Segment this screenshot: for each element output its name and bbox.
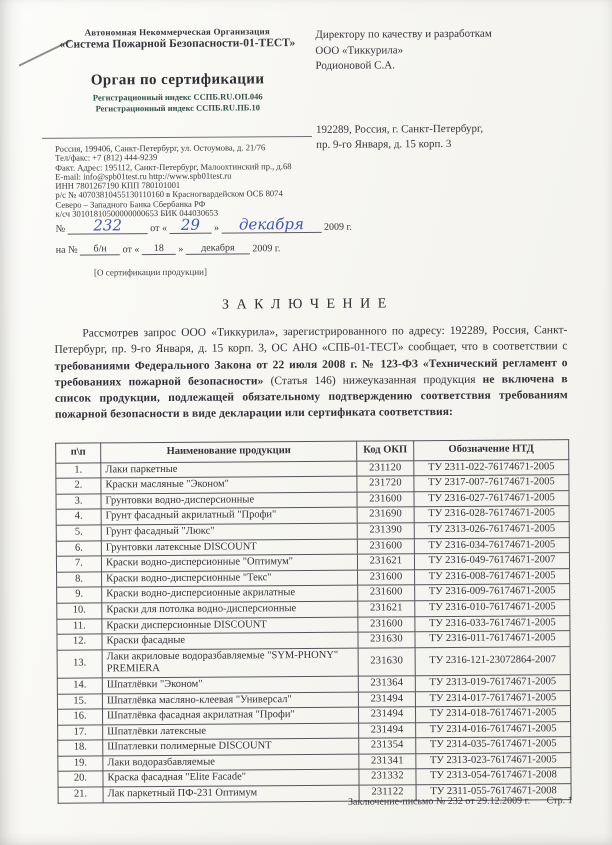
letterhead-address-line: E-mail: info@spb01test.ru http://www.spb01test.ru [55, 170, 232, 182]
ntd-cell: ТУ 2316-034-76174671-2005 [414, 537, 569, 554]
ntd-cell: ТУ 2316-010-76174671-2005 [415, 600, 570, 617]
row-index-cell: 2. [56, 478, 101, 494]
product-name-cell: Шпатлёвки "Эконом" [102, 676, 358, 693]
product-name-cell: Лаки акриловые водоразбавляемые "SYM-PHONY" PREMIERA [102, 648, 358, 678]
paragraph-bold-segment: требованиями Федерального Закона от 22 июля 2008 г. № 123-ФЗ «Технический регламент о требованиях пожарной безопасности» [54, 356, 568, 389]
row-index-cell: 3. [56, 494, 101, 510]
product-name-cell: Краска фасадная "Elite Facade" [103, 770, 359, 787]
ref-day-handwritten: 29 [180, 215, 201, 234]
ntd-cell: ТУ 2311-022-76174671-2005 [414, 459, 569, 476]
okp-code-cell: 231390 [357, 523, 414, 539]
ref-no-label: № [55, 223, 66, 235]
row-index-cell: 12. [57, 634, 102, 650]
letterhead-address-line: ИНН 7801267190 КПП 780101001 [55, 180, 181, 191]
addressee-role: Директору по качеству и разработкам [315, 27, 492, 41]
ntd-cell: ТУ 2314-035-76174671-2005 [416, 737, 571, 754]
okp-code-cell: 231120 [357, 460, 414, 476]
letterhead-reg-index-1: Регистрационный индекс ССПБ.RU.ОП.046 [92, 91, 263, 103]
letterhead-address-line: Северо – Западного Банка Сбербанка РФ [55, 198, 206, 210]
okp-code-cell: 231690 [357, 507, 414, 523]
row-index-cell: 21. [58, 787, 103, 803]
document-title: З А К Л Ю Ч Е Н И Е [221, 296, 389, 313]
okp-code-cell: 231621 [357, 554, 414, 570]
page-footer [348, 795, 573, 808]
letterhead-address-line: Факт. Адрес: 195112, Санкт-Петербург, Малоохтинский пр., д.68 [55, 160, 292, 173]
product-name-cell: Краски фасадные [102, 632, 358, 649]
ntd-cell: ТУ 2316-049-76174671-2007 [414, 553, 569, 570]
ref-month-blank [221, 215, 321, 234]
okp-code-cell: 231494 [359, 722, 416, 738]
letterhead-address-line: к/сч 30101810500000000653 БИК 044030653 [55, 207, 219, 219]
okp-code-cell: 231494 [358, 707, 415, 723]
ntd-cell: ТУ 2316-009-76174671-2005 [415, 584, 570, 601]
products-table [55, 439, 572, 803]
ntd-cell: ТУ 2314-016-76174671-2005 [416, 721, 571, 738]
paragraph-segment: Рассмотрев запрос ООО «Тиккурила», зарегистрированного по адресу: 192289, Россия, Санкт-Петербург, пр. 9-го Января, д. 15 корп. 3, ОС АНО «СПБ-01-ТЕСТ» сообщает, что в соответствии с [54, 324, 568, 357]
row-index-cell: 11. [57, 618, 102, 634]
row-index-cell: 17. [58, 725, 103, 741]
letterhead-org-name: «Система Пожарной Безопасности-01-ТЕСТ» [59, 37, 296, 51]
addressee-gap [316, 73, 578, 123]
okp-code-cell: 231341 [359, 754, 416, 770]
product-name-cell: Шпатлёвка масляно-клеевая "Универсал" [102, 692, 358, 709]
okp-code-cell: 231354 [359, 738, 416, 754]
product-name-cell: Грунт фасадный акрилатный "Профи" [101, 508, 357, 525]
ref-month-handwritten: декабря [238, 215, 304, 234]
addressee-company: ООО «Тиккурила» [315, 43, 404, 57]
okp-code-cell: 231600 [358, 585, 415, 601]
product-name-cell: Грунтовки латексные DISCOUNT [101, 539, 357, 556]
row-index-cell: 4. [56, 509, 101, 525]
letterhead [41, 26, 314, 114]
conclusion-paragraph [54, 322, 568, 423]
ref-quote-close: » [213, 222, 219, 234]
okp-code-cell: 231630 [358, 647, 415, 676]
product-name-cell: Шпатлевки полимерные DISCOUNT [103, 738, 359, 755]
product-name-cell: Краски дисперсионные DISCOUNT [102, 617, 358, 634]
reply-month-blank: декабря [186, 242, 250, 254]
letterhead-org-type: Автономная Некоммерческая Организация [84, 26, 270, 38]
okp-code-cell: 231720 [357, 476, 414, 492]
ntd-cell: ТУ 2316-027-76174671-2005 [414, 490, 569, 507]
product-name-cell: Лаки паркетные [101, 461, 357, 478]
ntd-cell: ТУ 2311-055-76174671-2008 [416, 784, 571, 801]
reply-from-label: от « [122, 244, 140, 256]
col-header-product: Наименование продукции [101, 441, 357, 462]
ntd-cell: ТУ 2313-054-76174671-2008 [416, 768, 571, 785]
ref-from-label: от « [150, 222, 167, 235]
product-name-cell: Лак паркетный ПФ-231 Оптимум [103, 785, 359, 802]
letterhead-address-line: р/с № 40703810455130110160 в Красногвардейском ОСБ 8074 [55, 188, 283, 201]
addressee-address-2: пр. 9-го Января, д. 15 корп. 3 [316, 137, 452, 151]
row-index-cell: 19. [58, 756, 103, 772]
paragraph-bold-segment: не включена в список продукции, подлежащей обязательному подтверждению соответствия требованиям пожарной безопасности в виде декларации или сертификата соответствия: [54, 373, 568, 422]
okp-code-cell: 231494 [358, 691, 415, 707]
ntd-cell: ТУ 2313-026-76174671-2005 [414, 522, 569, 539]
product-name-cell: Грунт фасадный "Люкс" [101, 523, 357, 540]
row-index-cell: 14. [57, 678, 102, 694]
ntd-cell: ТУ 2316-008-76174671-2005 [415, 568, 570, 585]
row-index-cell: 16. [57, 709, 102, 725]
ntd-cell: ТУ 2314-017-76174671-2005 [415, 690, 570, 707]
col-header-index: п\п [56, 443, 101, 463]
row-index-cell: 15. [57, 693, 102, 709]
product-name-cell: Шпатлёвки латексные [103, 723, 359, 740]
row-index-cell: 8. [57, 572, 102, 588]
ntd-cell: ТУ 2313-023-76174671-2005 [416, 753, 571, 770]
ref-no-blank [68, 216, 148, 235]
reference-lines [55, 215, 356, 256]
row-index-cell: 5. [56, 525, 101, 541]
okp-code-cell: 231621 [358, 601, 415, 617]
product-name-cell: Краски водно-дисперсионные "Оптимум" [101, 554, 357, 571]
table-row [57, 646, 570, 678]
okp-code-cell: 231364 [358, 676, 415, 692]
paragraph-segment: (Статья 146) нижеуказанная продукция [263, 373, 483, 388]
okp-code-cell: 231600 [358, 569, 415, 585]
addressee-block [315, 26, 578, 153]
ref-year: 2009 г. [323, 221, 352, 233]
ntd-cell: ТУ 2314-018-76174671-2005 [415, 706, 570, 723]
product-name-cell: Грунтовки водно-дисперсионные [101, 492, 357, 509]
product-name-cell: Краски для потолка водно-дисперсионные [102, 601, 358, 618]
okp-code-cell: 231630 [358, 632, 415, 648]
row-index-cell: 6. [56, 540, 101, 556]
footer-page-number: Стр. 1 [546, 795, 573, 807]
row-index-cell: 18. [58, 740, 103, 756]
row-index-cell: 13. [57, 650, 102, 679]
row-index-cell: 20. [58, 771, 103, 787]
outgoing-ref-line [55, 215, 356, 235]
ntd-cell: ТУ 2316-028-76174671-2005 [414, 506, 569, 523]
okp-code-cell: 231332 [359, 769, 416, 785]
letterhead-divider-line [42, 136, 312, 139]
ntd-cell: ТУ 2317-007-76174671-2005 [414, 475, 569, 492]
row-index-cell: 9. [57, 587, 102, 603]
reply-quote-close: » [178, 243, 184, 255]
reply-no-blank: б/н [80, 243, 120, 255]
letterhead-address-line: Тел/факс: +7 (812) 444-9239 [55, 152, 158, 164]
product-name-cell: Краски водно-дисперсионные акрилатные [102, 585, 358, 602]
addressee-address-1: 192289, Россия, г. Санкт-Петербург, [315, 122, 484, 136]
reply-label: на № [55, 244, 78, 256]
product-name-cell: Шпатлёвка фасадная акрилатная "Профи" [102, 707, 358, 724]
incoming-ref-line [56, 242, 356, 256]
row-index-cell: 1. [56, 463, 101, 479]
subject-line: [О сертификации продукции] [93, 266, 207, 278]
letterhead-address-block [55, 143, 332, 219]
okp-code-cell: 231122 [359, 785, 416, 801]
product-name-cell: Краски масляные "Эконом" [101, 476, 357, 493]
reply-day-blank: 18 [142, 243, 176, 255]
col-header-okp-code: Код ОКП [357, 441, 414, 461]
footer-doc-ref: Заключение-письмо № 232 от 29.12.2009 г. [347, 795, 531, 808]
product-name-cell: Лаки водоразбавляемые [103, 754, 359, 771]
ref-day-blank [169, 215, 211, 234]
okp-code-cell: 231600 [357, 538, 414, 554]
letterhead-body-title: Орган по сертификации [90, 71, 265, 89]
ntd-cell: ТУ 2316-121-23072864-2007 [415, 646, 570, 675]
row-index-cell: 10. [57, 603, 102, 619]
addressee-person: Родионовой С.А. [315, 59, 395, 72]
ntd-cell: ТУ 2316-011-76174671-2005 [415, 631, 570, 648]
letterhead-address-line: Россия, 199406, Санкт-Петербург, ул. Остоумова, д. 21/76 [55, 142, 266, 154]
products-table-body [56, 459, 571, 803]
okp-code-cell: 231600 [358, 616, 415, 632]
col-header-ntd: Обозначение НТД [414, 440, 569, 461]
ntd-cell: ТУ 2313-019-76174671-2005 [415, 675, 570, 692]
letterhead-reg-index-2: Регистрационный индекс ССПБ.RU.ПБ.10 [95, 101, 261, 113]
row-index-cell: 7. [56, 556, 101, 572]
ntd-cell: ТУ 2316-033-76174671-2005 [415, 615, 570, 632]
okp-code-cell: 231600 [357, 492, 414, 508]
ref-no-handwritten: 232 [93, 216, 123, 235]
product-name-cell: Краски водно-дисперсионные "Текс" [102, 570, 358, 587]
reply-year: 2009 г. [252, 243, 281, 255]
